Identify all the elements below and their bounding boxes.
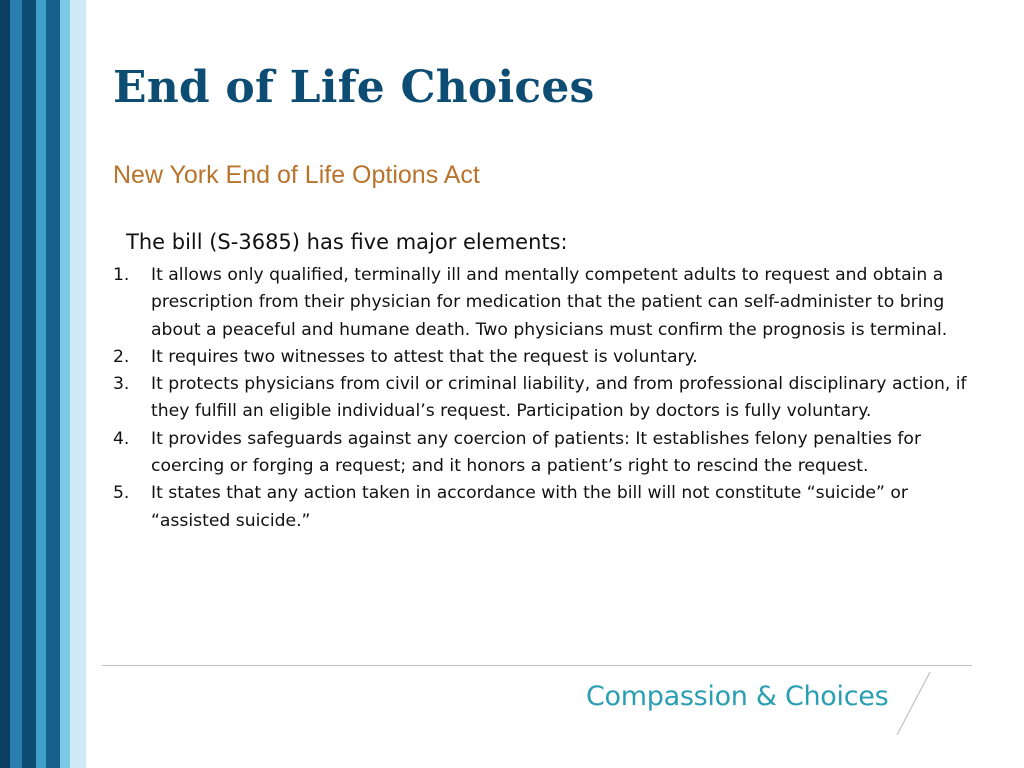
item-number: 5. [113,483,130,504]
item-text: It requires two witnesses to attest that the request is voluntary. [151,346,698,367]
stripe [70,0,86,768]
item-text: It provides safeguards against any coercion of patients: It establishes felony penalties for coercing or forging a request; and it honors a patient’s right to rescind the request. [151,428,922,477]
stripe [22,0,36,768]
brand-logo: Compassion & Choices [586,681,889,712]
stripe [46,0,60,768]
list-item [113,344,973,371]
decorative-stripes [0,0,86,768]
item-number: 3. [113,374,130,395]
stripe [60,0,70,768]
stripe [0,0,10,768]
stripe [36,0,46,768]
stripe [10,0,22,768]
slide-title: End of Life Choices [113,62,595,113]
list-item [113,262,973,344]
list-item [113,426,973,481]
elements-list [113,262,973,535]
list-item [113,371,973,426]
slide-subtitle: New York End of Life Options Act [113,161,480,189]
item-number: 1. [113,265,130,285]
list-item [113,480,973,535]
item-number: 2. [113,346,130,367]
item-text: It allows only qualified, terminally ill and mentally competent adults to request and obtain a prescription from their physician for medication that the patient can self-administer to bring about a peaceful and humane death. Two physicians must confirm the prognosis is terminal. [151,265,948,340]
item-number: 4. [113,428,130,449]
footer-divider [102,665,972,666]
intro-text: The bill (S-3685) has five major elements: [126,230,568,254]
item-text: It protects physicians from civil or criminal liability, and from professional disciplinary action, if they fulfill an eligible individual’s request. Participation by doctors is fully voluntary. [151,374,967,422]
item-text: It states that any action taken in accordance with the bill will not constitute “suicide” or “assisted suicide.” [151,483,908,531]
